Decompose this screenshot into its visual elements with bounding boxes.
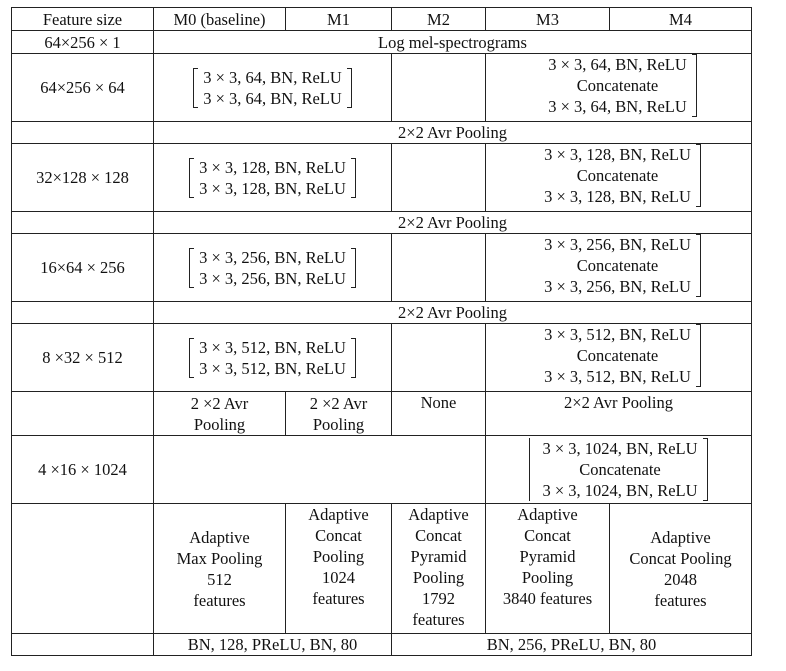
block-row	[12, 54, 752, 122]
pooling-output-line: features	[412, 610, 465, 629]
input-size: 64×256 × 1	[12, 31, 154, 54]
header-m4: M4	[610, 8, 752, 31]
conv-layer: 3 × 3, 256, BN, ReLU	[544, 277, 691, 296]
block-row	[12, 144, 752, 212]
m0-m1-conv-block	[154, 144, 392, 212]
m0-m1-conv-block	[154, 324, 392, 392]
empty-cell	[12, 504, 154, 634]
pooling-output-line: 3840 features	[502, 589, 593, 608]
empty-cell	[154, 436, 486, 504]
m1-pooling-output	[286, 504, 392, 634]
input-row	[12, 31, 752, 54]
m3-m4-pooling: 2×2 Avr Pooling	[486, 392, 752, 436]
pooling-label: 2×2 Avr Pooling	[154, 212, 752, 234]
conv-layer: 3 × 3, 128, BN, ReLU	[544, 187, 691, 206]
m2-empty-cell	[392, 324, 486, 392]
pooling-output-line: Concat	[524, 526, 571, 545]
pooling-output-line: 1792	[422, 589, 455, 608]
concatenate-label: Concatenate	[576, 256, 659, 275]
m3-m4-conv-block	[486, 144, 752, 212]
m0-m1-conv-block	[154, 54, 392, 122]
m2-m4-classifier: BN, 256, PReLU, BN, 80	[392, 634, 752, 656]
block-size: 32×128 × 128	[12, 144, 154, 212]
conv-layer: 3 × 3, 512, BN, ReLU	[544, 325, 691, 344]
pooling-output-line: features	[312, 589, 365, 608]
pool-row	[12, 392, 752, 436]
concat-bracket	[536, 144, 701, 207]
m2-empty-cell	[392, 54, 486, 122]
pooling-output-line: Pyramid	[519, 547, 576, 566]
pooling-output-line: Concat	[415, 526, 462, 545]
conv-layer: 3 × 3, 512, BN, ReLU	[199, 358, 346, 378]
header-row	[12, 8, 752, 31]
m3-m4-conv-block	[486, 324, 752, 392]
pooling-output-line: 1024	[322, 568, 355, 587]
pooling-output-row	[12, 504, 752, 634]
empty-cell	[12, 392, 154, 436]
concatenate-label: Concatenate	[576, 346, 659, 365]
pool-row	[12, 122, 752, 144]
pooling-output-line: Adaptive	[308, 505, 369, 524]
conv-layer: 3 × 3, 256, BN, ReLU	[199, 268, 346, 288]
conv-layer: 3 × 3, 1024, BN, ReLU	[542, 439, 698, 458]
conv-layer: 3 × 3, 128, BN, ReLU	[544, 145, 691, 164]
pooling-output-line: Pooling	[521, 568, 574, 587]
conv-layer: 3 × 3, 64, BN, ReLU	[203, 67, 342, 87]
conv-layer: 3 × 3, 256, BN, ReLU	[199, 247, 346, 267]
pool-row	[12, 212, 752, 234]
pooling-output-line: Concat Pooling	[629, 548, 732, 568]
pooling-output-line: Pyramid	[410, 547, 467, 566]
conv-layer: 3 × 3, 1024, BN, ReLU	[542, 481, 698, 500]
block-row	[12, 234, 752, 302]
m0-pooling-line: 2 ×2 Avr	[190, 393, 249, 413]
m2-empty-cell	[392, 144, 486, 212]
pooling-output-line: Adaptive	[517, 505, 578, 524]
block5-size: 4 ×16 × 1024	[12, 436, 154, 504]
pool-row	[12, 302, 752, 324]
m4-pooling-output	[610, 504, 752, 634]
header-m2: M2	[392, 8, 486, 31]
block-size: 8 ×32 × 512	[12, 324, 154, 392]
concatenate-label: Concatenate	[576, 76, 659, 95]
m3-m4-conv-block	[486, 234, 752, 302]
concat-bracket	[529, 438, 707, 501]
architecture-table	[11, 7, 752, 656]
conv-layer: 3 × 3, 256, BN, ReLU	[544, 235, 691, 254]
block-size: 16×64 × 256	[12, 234, 154, 302]
pooling-output-line: Adaptive	[650, 527, 711, 547]
conv-layer: 3 × 3, 128, BN, ReLU	[199, 157, 346, 177]
pooling-output-line: 512	[207, 569, 232, 589]
block-size: 64×256 × 64	[12, 54, 154, 122]
concat-bracket	[536, 234, 701, 297]
block5-row	[12, 436, 752, 504]
pooling-output-line: Pooling	[412, 568, 465, 587]
m2-pooling-output	[392, 504, 486, 634]
m1-pooling	[286, 392, 392, 436]
m0-pooling-output	[154, 504, 286, 634]
header-feature-size: Feature size	[12, 8, 154, 31]
m3-pooling-output	[486, 504, 610, 634]
m2-empty-cell	[392, 234, 486, 302]
concatenate-label: Concatenate	[576, 166, 659, 185]
pooling-output-line: Adaptive	[408, 505, 469, 524]
m1-pooling-line: 2 ×2 Avr	[309, 393, 368, 413]
pooling-output-line: features	[193, 590, 246, 610]
m2-pooling: None	[392, 392, 486, 436]
conv-layer: 3 × 3, 512, BN, ReLU	[199, 337, 346, 357]
conv-layer: 3 × 3, 64, BN, ReLU	[548, 55, 687, 74]
m3-m4-block5	[486, 436, 752, 504]
m3-m4-conv-block	[486, 54, 752, 122]
header-m0: M0 (baseline)	[154, 8, 286, 31]
pooling-label: 2×2 Avr Pooling	[154, 302, 752, 324]
input-content: Log mel-spectrograms	[154, 31, 752, 54]
conv-bracket	[189, 247, 356, 289]
pooling-output-line: Concat	[315, 526, 362, 545]
pooling-output-line: Adaptive	[189, 527, 250, 547]
header-m3: M3	[486, 8, 610, 31]
block-row	[12, 324, 752, 392]
m0-m1-conv-block	[154, 234, 392, 302]
m1-pooling-line: Pooling	[312, 414, 365, 434]
conv-bracket	[193, 67, 352, 109]
m0-m1-classifier: BN, 128, PReLU, BN, 80	[154, 634, 392, 656]
pooling-output-line: Pooling	[312, 547, 365, 566]
concat-bracket	[536, 324, 701, 387]
empty-cell	[12, 212, 154, 234]
conv-layer: 3 × 3, 64, BN, ReLU	[203, 88, 342, 108]
pooling-output-line: features	[654, 590, 707, 610]
concatenate-label: Concatenate	[579, 460, 661, 479]
m0-pooling-line: Pooling	[193, 414, 246, 434]
pooling-output-line: 2048	[664, 569, 697, 589]
empty-cell	[12, 122, 154, 144]
pooling-label: 2×2 Avr Pooling	[154, 122, 752, 144]
conv-bracket	[189, 337, 356, 379]
conv-layer: 3 × 3, 128, BN, ReLU	[199, 178, 346, 198]
pooling-output-line: Max Pooling	[176, 548, 263, 568]
empty-cell	[12, 634, 154, 656]
conv-layer: 3 × 3, 512, BN, ReLU	[544, 367, 691, 386]
concat-bracket	[540, 54, 697, 117]
empty-cell	[12, 302, 154, 324]
classifier-row	[12, 634, 752, 656]
header-m1: M1	[286, 8, 392, 31]
m0-pooling	[154, 392, 286, 436]
conv-bracket	[189, 157, 356, 199]
conv-layer: 3 × 3, 64, BN, ReLU	[548, 97, 687, 116]
